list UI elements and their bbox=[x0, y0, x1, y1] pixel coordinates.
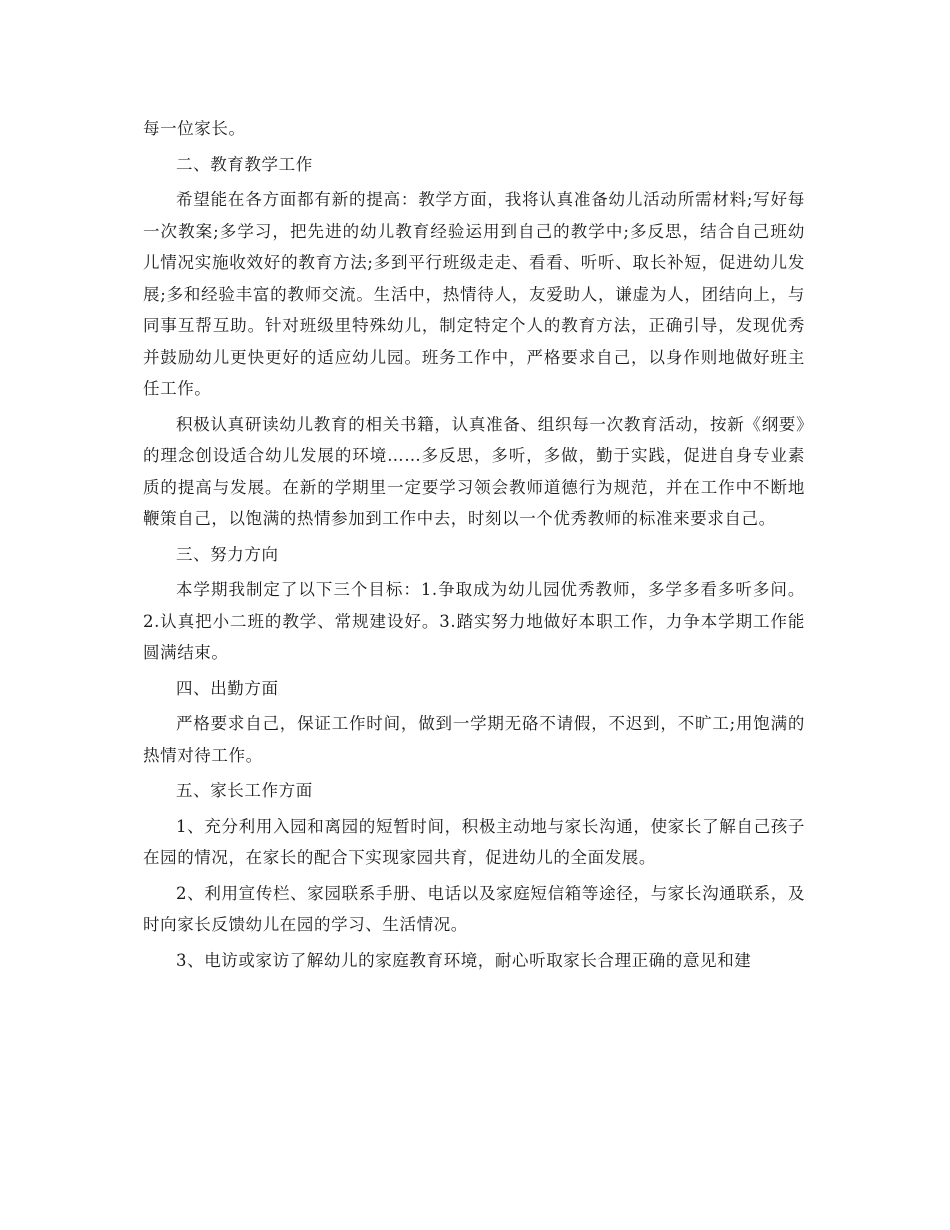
paragraph-teaching-goals: 希望能在各方面都有新的提高：教学方面，我将认真准备幼儿活动所需材料;写好每一次教案;多学习，把先进的幼儿教育经验运用到自己的教学中;多反思，结合自己班幼儿情况实施收效好的教育方法;多到平行班级走走、看看、听听、取长补短，促进幼儿发展;多和经验丰富的教师交流。生活中，热情待人，友爱助人，谦虚为人，团结向上，与同事互帮互助。针对班级里特殊幼儿，制定特定个人的教育方法，正确引导，发现优秀并鼓励幼儿更快更好的适应幼儿园。班务工作中，严格要求自己，以身作则地做好班主任工作。 bbox=[143, 190, 805, 398]
paragraph-parent-item-3: 3、电访或家访了解幼儿的家庭教育环境，耐心听取家长合理正确的意见和建 bbox=[176, 950, 752, 970]
section-heading-2: 二、教育教学工作 bbox=[176, 154, 313, 174]
paragraph-attendance: 严格要求自己，保证工作时间，做到一学期无硌不请假，不迟到，不旷工;用饱满的热情对待工作。 bbox=[143, 714, 805, 765]
section-heading-5: 五、家长工作方面 bbox=[176, 781, 313, 800]
paragraph-professional-study: 积极认真研读幼儿教育的相关书籍，认真准备、组织每一次教育活动，按新《纲要》的理念创设适合幼儿发展的环境……多反思，多听，多做，勤于实践，促进自身专业素质的提高与发展。在新的学期里一定要学习领会教师道德行为规范，并在工作中不断地鞭策自己，以饱满的热情参加到工作中去，时刻以一个优秀教师的标准来要求自己。 bbox=[143, 414, 805, 528]
section-heading-4: 四、出勤方面 bbox=[176, 678, 279, 698]
section-heading-3: 三、努力方向 bbox=[176, 544, 279, 564]
paragraph-parent-item-1: 1、充分利用入园和离园的短暂时间，积极主动地与家长沟通，使家长了解自己孩子在园的情况，在家长的配合下实现家园共育，促进幼儿的全面发展。 bbox=[143, 816, 805, 867]
paragraph-continuation: 每一位家长。 bbox=[143, 119, 246, 138]
paragraph-parent-item-2: 2、利用宣传栏、家园联系手册、电话以及家庭短信箱等途径，与家长沟通联系，及时向家长反馈幼儿在园的学习、生活情况。 bbox=[143, 883, 805, 934]
paragraph-targets: 本学期我制定了以下三个目标：1.争取成为幼儿园优秀教师，多学多看多听多问。2.认真把小二班的教学、常规建设好。3.踏实努力地做好本职工作，力争本学期工作能圆满结束。 bbox=[143, 580, 805, 662]
document-body bbox=[143, 113, 805, 980]
